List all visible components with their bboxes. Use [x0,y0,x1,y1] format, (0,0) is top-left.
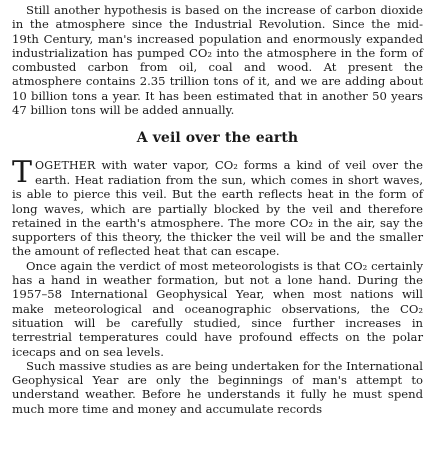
section-heading: A veil over the earth [136,130,299,147]
section-paragraph-3: Such massive studies as are being undertaken for the International Geophysical Year are only the beginnings of man's attempt to understand weather. Before he understands it fully he must spend much more time and money and accumulate records [12,358,423,416]
section-paragraph-1 [12,154,423,259]
section-paragraph-2: Once again the verdict of most meteorologists is that CO₂ certainly has a hand in weather formation, but not a lone hand. During the 1957–58 International Geophysical Year, when most nations will make meteorological and oceanographic observations, the CO₂ situation will be carefully studied, since further increases in terrestrial temperatures could have profound effects on the polar icecaps and on sea levels. [12,258,423,359]
intro-paragraph: Still another hypothesis is based on the increase of carbon dioxide in the atmosphere since the Industrial Revolution. Since the mid-19th Century, man's increased population and enormously expanded industrialization has pumped CO₂ into the atmosphere in the form of combusted carbon from oil, coal and wood. At present the atmosphere contains 2.35 trillion tons of it, and we are adding about 10 billion tons a year. It has been estimated that in another 50 years 47 billion tons will be added annually. [12,3,423,118]
section-paragraph-1-text: with water vapor, CO₂ forms a kind of veil over the earth. Heat radiation from the sun, which comes in short waves, is able to pierce this veil. But the earth reflects heat in the form of long waves, which are partially blocked by the veil and therefore retained in the earth's atmosphere. The more CO₂ in the air, say the supporters of this theory, the thicker the veil will be and the smaller the amount of reflected heat that can escape. [12,157,423,259]
lead-smallcaps: OGETHER [35,158,96,172]
drop-cap: T [12,154,33,190]
